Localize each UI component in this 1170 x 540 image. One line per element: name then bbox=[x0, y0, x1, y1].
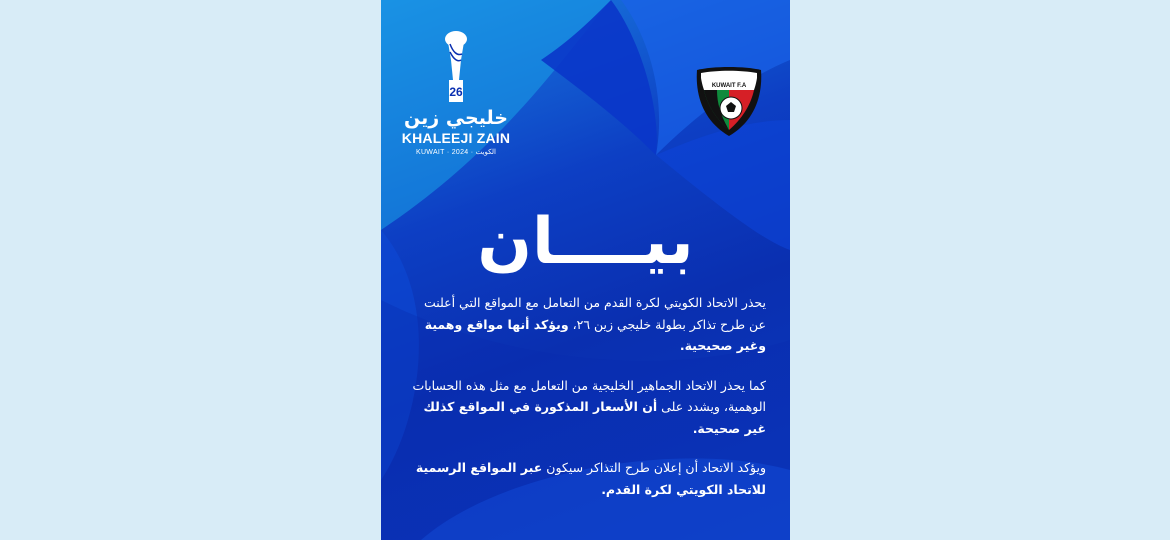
statement-poster bbox=[381, 0, 790, 540]
logo-name-english: KHALEEJI ZAIN bbox=[401, 130, 511, 146]
svg-text:KUWAIT F.A: KUWAIT F.A bbox=[711, 83, 747, 89]
kuwait-fa-crest-icon bbox=[693, 62, 765, 138]
logo-edition: KUWAIT · 2024 · الكويت bbox=[415, 149, 497, 156]
paragraph-1-emphasis: ويؤكد أنها مواقع وهمية وغير صحيحية. bbox=[424, 316, 766, 353]
svg-text:26: 26 bbox=[449, 85, 463, 99]
khaleeji-zain-logo bbox=[391, 30, 521, 156]
logo-name-arabic: خليجي زين bbox=[404, 107, 508, 129]
paragraph-2-emphasis: أن الأسعار المذكورة في المواقع كذلك غير صحيحة. bbox=[423, 399, 766, 436]
paragraph-2-text: كما يحذر الاتحاد الجماهير الخليجية من التعامل مع مثل هذه الحسابات الوهمية، ويشدد على bbox=[412, 377, 766, 414]
statement-body bbox=[411, 292, 766, 518]
paragraph-2 bbox=[411, 375, 766, 440]
kuwait-fa-crest bbox=[693, 62, 765, 142]
paragraph-3-emphasis: عبر المواقع الرسمية للاتحاد الكويتي لكرة القدم. bbox=[415, 460, 766, 497]
paragraph-1-text: يحذر الاتحاد الكويتي لكرة القدم من التعامل مع المواقع التي أعلنت عن طرح تذاكر بطولة خليجي زين ٢٦، bbox=[423, 295, 766, 332]
paragraph-1 bbox=[411, 292, 766, 357]
paragraph-3-text: ويؤكد الاتحاد أن إعلان طرح التذاكر سيكون bbox=[542, 460, 766, 475]
trophy-icon bbox=[443, 30, 469, 106]
paragraph-3 bbox=[411, 457, 766, 500]
statement-title: بيــــان bbox=[477, 205, 694, 279]
